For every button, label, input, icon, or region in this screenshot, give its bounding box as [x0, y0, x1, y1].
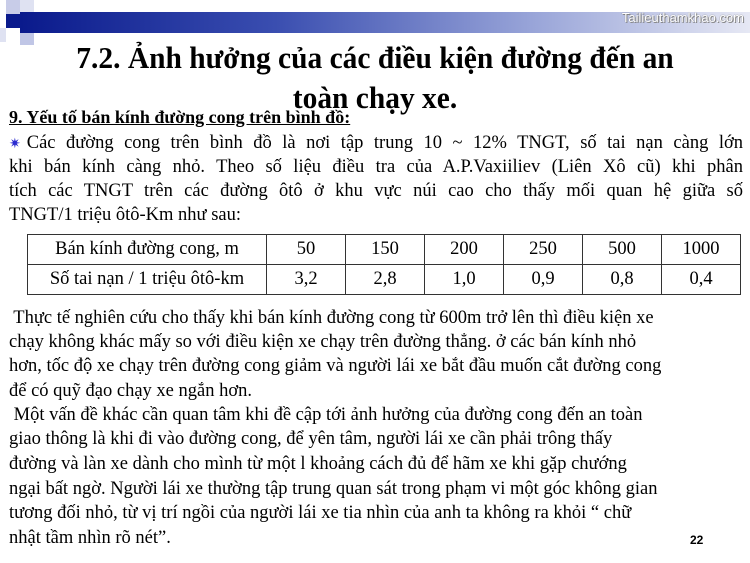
- table-row: [28, 265, 741, 295]
- watermark: Tailieuthamkhao.com: [621, 10, 744, 25]
- para2-line: để có quỹ đạo chạy xe ngắn hơn.: [9, 381, 253, 401]
- section-subheading: 9. Yếu tố bán kính đường cong trên bình đồ:: [9, 107, 351, 127]
- asterisk-bullet-icon: ✷: [9, 137, 21, 152]
- slide-title-line-1: 7.2. Ảnh hưởng của các điều kiện đường đến an: [76, 40, 674, 75]
- para1-line: tích các TNGT trên các đường ôtô ở khu vực núi cao cho thấy mối quan hệ giữa số: [9, 181, 743, 201]
- page-number: 22: [690, 533, 704, 547]
- para2-line: Thực tế nghiên cứu cho thấy khi bán kính đường cong từ 600m trở lên thì điều kiện xe: [9, 308, 654, 328]
- decor-square: [0, 28, 6, 42]
- para2-line: chạy không khác mấy so với điều kiện xe chạy trên đường thẳng. ở các bán kính nhỏ: [9, 332, 637, 352]
- table-cell: Số tai nạn / 1 triệu ôtô-km: [28, 265, 267, 295]
- accident-radius-table: [27, 234, 741, 295]
- para1-line: khi bán kính càng nhỏ. Theo số liệu điều tra của A.P.Vaxiiliev (Liên Xô cũ) khi phân: [9, 157, 743, 177]
- table-cell: 0,8: [583, 265, 662, 295]
- decor-square: [6, 0, 20, 14]
- decor-square: [6, 14, 20, 28]
- para2-line: hơn, tốc độ xe chạy trên đường cong giảm và người lái xe bắt đầu muốn cắt đường cong: [9, 356, 662, 376]
- table-cell: 3,2: [267, 265, 346, 295]
- para1-line: TNGT/1 triệu ôtô-Km như sau:: [9, 205, 241, 225]
- table-cell: 1000: [662, 235, 741, 265]
- decor-square: [20, 0, 34, 12]
- table-row: [28, 235, 741, 265]
- slide-title-line-2: toàn chạy xe.: [292, 80, 458, 115]
- para3-line: giao thông là khi đi vào đường cong, để yên tâm, người lái xe cần phải trông thấy: [9, 429, 613, 449]
- table-cell: 250: [504, 235, 583, 265]
- table-cell: 150: [346, 235, 425, 265]
- table-cell: 0,9: [504, 265, 583, 295]
- table-cell: 200: [425, 235, 504, 265]
- table-cell: 1,0: [425, 265, 504, 295]
- para3-line: nhật tầm nhìn rõ nét”.: [9, 528, 171, 548]
- table-cell: 50: [267, 235, 346, 265]
- para3-line: ngại bất ngờ. Người lái xe thường tập trung quan sát trong phạm vi một góc không gian: [9, 479, 658, 499]
- para3-line: Một vấn đề khác cần quan tâm khi đề cập tới ảnh hưởng của đường cong đến an toàn: [9, 405, 643, 425]
- table-cell: 0,4: [662, 265, 741, 295]
- table-cell: 500: [583, 235, 662, 265]
- para3-line: tương đối nhỏ, từ vị trí ngồi của người lái xe tia nhìn của anh ta không ra khỏi “ chữ: [9, 503, 632, 523]
- table-cell: Bán kính đường cong, m: [28, 235, 267, 265]
- para1-line: Các đường cong trên bình đồ là nơi tập trung 10 ~ 12% TNGT, số tai nạn càng lớn: [26, 133, 743, 153]
- table-cell: 2,8: [346, 265, 425, 295]
- para3-line: đường và làn xe dành cho mình từ một l khoảng cách đủ để hãm xe khi gặp chướng: [9, 454, 627, 474]
